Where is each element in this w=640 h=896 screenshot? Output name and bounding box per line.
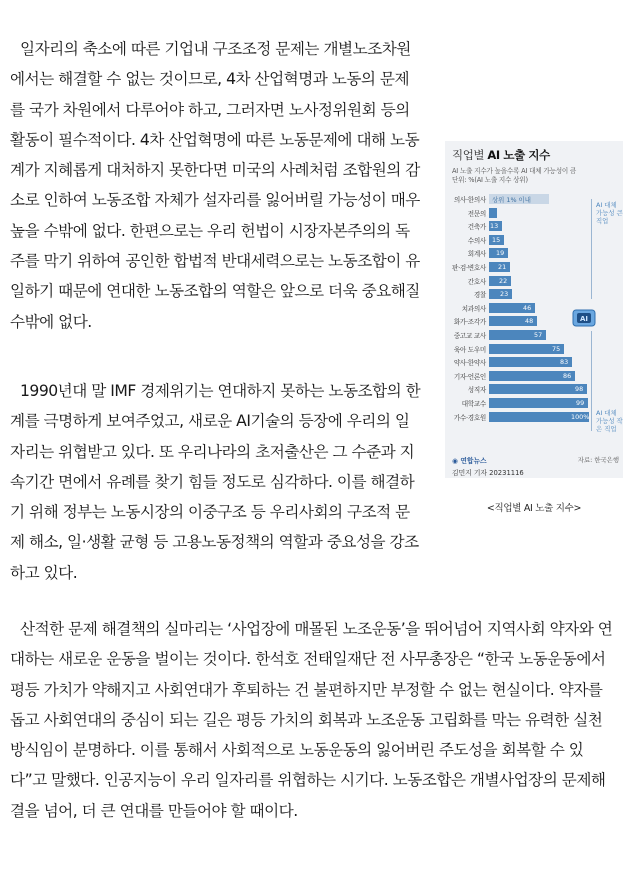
article-paragraph-2 xyxy=(10,376,423,588)
infographic-title xyxy=(452,147,550,163)
bar-value-label: 상위 1% 이내 xyxy=(492,196,531,204)
infographic-title-bold: AI 노출 지수 xyxy=(487,148,550,162)
bar-category-label: 대학교수 xyxy=(461,400,486,408)
bar-category-label: 약사·한약사 xyxy=(453,359,486,368)
paragraph-line: 평등 가치가 약해지고 사회연대가 후퇴하는 건 불편하지만 부정할 수 없는 현실이다. 약자를 xyxy=(10,680,603,699)
bar-category-label: 회계사 xyxy=(467,250,486,259)
bar-row xyxy=(445,411,605,423)
figure-caption: <직업별 AI 노출 지수> xyxy=(486,503,582,514)
arrow-line-top xyxy=(591,199,592,299)
bar-value-label: 98 xyxy=(575,385,584,394)
bar-row xyxy=(445,356,605,368)
bar xyxy=(489,208,497,218)
bar-category-label: 치과의사 xyxy=(461,304,486,313)
infographic-source: 자료: 한국은행 xyxy=(577,456,619,464)
bar-value-label: 100% xyxy=(571,412,590,421)
bar-category-label: 전문의 xyxy=(467,209,486,218)
paragraph-line: 대하는 새로운 운동을 벌이는 것이다. 한석호 전태일재단 전 사무총장은 “한국 노동운동에서 xyxy=(10,650,606,669)
bar-value-label: 46 xyxy=(523,303,532,312)
bar-category-label: 화가·조각가 xyxy=(453,318,486,327)
paragraph-line: 결을 넘어, 더 큰 연대를 만들어야 할 때이다. xyxy=(10,801,298,820)
bar-category-label: 중고교 교사 xyxy=(453,332,486,340)
bar-category-label: 성직자 xyxy=(467,386,486,395)
bar-row xyxy=(445,370,605,382)
bar-row xyxy=(445,329,605,341)
bar-category-label: 가수·경호원 xyxy=(453,413,486,422)
bar-row xyxy=(445,234,605,246)
bar-category-label: 육아 도우미 xyxy=(453,345,486,354)
bar-value-label: 19 xyxy=(496,249,505,258)
paragraph-line: 다”고 말했다. 인공지능이 우리 일자리를 위협하는 시기다. 노동조합은 개별사업장의 문제해 xyxy=(10,771,606,790)
paragraph-line: 수밖에 없다. xyxy=(10,312,92,331)
paragraph-line: 소로 인하여 노동조합 자체가 설자리를 잃어버릴 가능성이 매우 xyxy=(10,191,420,210)
bottom-note: AI 대체 가능성 작은 직업 xyxy=(596,409,623,433)
chip-label: AI xyxy=(579,315,589,323)
paragraph-line: 산적한 문제 해결책의 실마리는 ‘사업장에 매몰된 노조운동’을 뛰어넘어 지역사회 약자와 연 xyxy=(20,620,613,638)
paragraph-line: 일하기 때문에 연대한 노동조합의 역할은 앞으로 더욱 중요해질 xyxy=(10,282,420,301)
article-paragraph-3 xyxy=(10,614,622,826)
logo-mark-icon: ◉ xyxy=(452,457,458,465)
paragraph-line: 제 해소, 일·생활 균형 등 고용노동정책의 역할과 중요성을 강조 xyxy=(10,533,419,552)
paragraph-line: 자리는 위협받고 있다. 또 우리나라의 초저출산은 그 수준과 지 xyxy=(10,442,415,461)
bar-value-label: 7 xyxy=(485,208,490,217)
paragraph-line: 에서는 해결할 수 없는 것이므로, 4차 산업혁명과 노동의 문제 xyxy=(10,70,410,89)
paragraph-line: 계를 극명하게 보여주었고, 새로운 AI기술의 등장에 우리의 일 xyxy=(10,412,410,431)
bar-row xyxy=(445,397,605,409)
paragraph-line: 계가 지혜롭게 대처하지 못한다면 미국의 사례처럼 조합원의 감 xyxy=(10,161,420,180)
paragraph-line: 높을 수밖에 없다. 한편으로는 우리 헌법이 시장자본주의의 독 xyxy=(10,221,410,240)
bar-value-label: 57 xyxy=(534,331,543,339)
bar-value-label: 83 xyxy=(560,358,569,367)
bar xyxy=(489,384,587,394)
bar-value-label: 23 xyxy=(500,290,509,299)
bar-category-label: 건축가 xyxy=(467,223,486,232)
arrow-line-bottom xyxy=(591,331,592,431)
ai-chip-icon xyxy=(570,307,598,329)
paragraph-line: 주를 막기 위하여 공인한 합법적 반대세력으로는 노동조합이 유 xyxy=(10,252,420,271)
bar-row xyxy=(445,275,605,287)
bar-category-label: 경찰 xyxy=(473,291,486,300)
bar-row xyxy=(445,383,605,395)
paragraph-line: 하고 있다. xyxy=(10,563,78,582)
bar-value-label: 75 xyxy=(552,344,561,353)
bar-value-label: 86 xyxy=(563,371,572,380)
bar-value-label: 15 xyxy=(492,235,501,244)
bar-value-label: 99 xyxy=(576,399,585,407)
bar xyxy=(489,398,588,408)
bar-row xyxy=(445,207,605,219)
paragraph-line: 를 국가 차원에서 다루어야 하고, 그러자면 노사정위원회 등의 xyxy=(10,100,410,119)
bar-value-label: 13 xyxy=(490,222,499,231)
infographic-title-prefix: 직업별 xyxy=(452,148,485,162)
bar-category-label: 판·검·변호사 xyxy=(452,264,486,272)
infographic-credit: 김민지 기자 20231116 xyxy=(452,469,524,477)
bar-row xyxy=(445,247,605,259)
logo-text: 연합뉴스 xyxy=(460,457,487,465)
bar-category-label: 의사·한의사 xyxy=(453,196,486,204)
top-note: AI 대체 가능성 큰 직업 xyxy=(596,201,623,225)
bar-category-label: 수의사 xyxy=(467,236,486,245)
bar-row xyxy=(445,261,605,273)
bar-value-label: 21 xyxy=(498,263,507,271)
bar-row xyxy=(445,288,605,300)
paragraph-line: 돕고 사회연대의 중심이 되는 길은 평등 가치의 회복과 노조운동 고립화를 막는 유력한 실천 xyxy=(10,710,603,729)
bar-row xyxy=(445,220,605,232)
paragraph-line: 속기간 면에서 유례를 찾기 힘들 정도로 심각하다. 이를 해결하 xyxy=(10,472,415,491)
news-logo xyxy=(452,455,487,465)
bar-row xyxy=(445,343,605,355)
paragraph-line: 일자리의 축소에 따른 기업내 구조조정 문제는 개별노조차원 xyxy=(20,40,411,58)
article-paragraph-1 xyxy=(10,34,423,337)
bar-category-label: 기자·언론인 xyxy=(453,372,486,381)
bar-value-label: 48 xyxy=(525,317,534,326)
infographic-unit: 단위: %(AI 노출 지수 상위) xyxy=(452,176,528,184)
bar-value-label: 22 xyxy=(499,276,508,285)
paragraph-line: 1990년대 말 IMF 경제위기는 연대하지 못하는 노동조합의 한 xyxy=(20,382,421,400)
ai-exposure-infographic xyxy=(445,141,623,478)
paragraph-line: 방식임이 분명하다. 이를 통해서 사회적으로 노동운동의 잃어버린 주도성을 회복할 수 있 xyxy=(10,741,584,760)
bar-category-label: 간호사 xyxy=(467,277,486,286)
paragraph-line: 활동이 필수적이다. 4차 산업혁명에 따른 노동문제에 대해 노동 xyxy=(10,130,420,149)
infographic-subtitle: AI 노출 지수가 높을수록 AI 대체 가능성이 큼 xyxy=(452,167,577,175)
paragraph-line: 기 위해 정부는 노동시장의 이중구조 등 우리사회의 구조적 문 xyxy=(10,503,410,522)
bar-row xyxy=(445,193,605,205)
